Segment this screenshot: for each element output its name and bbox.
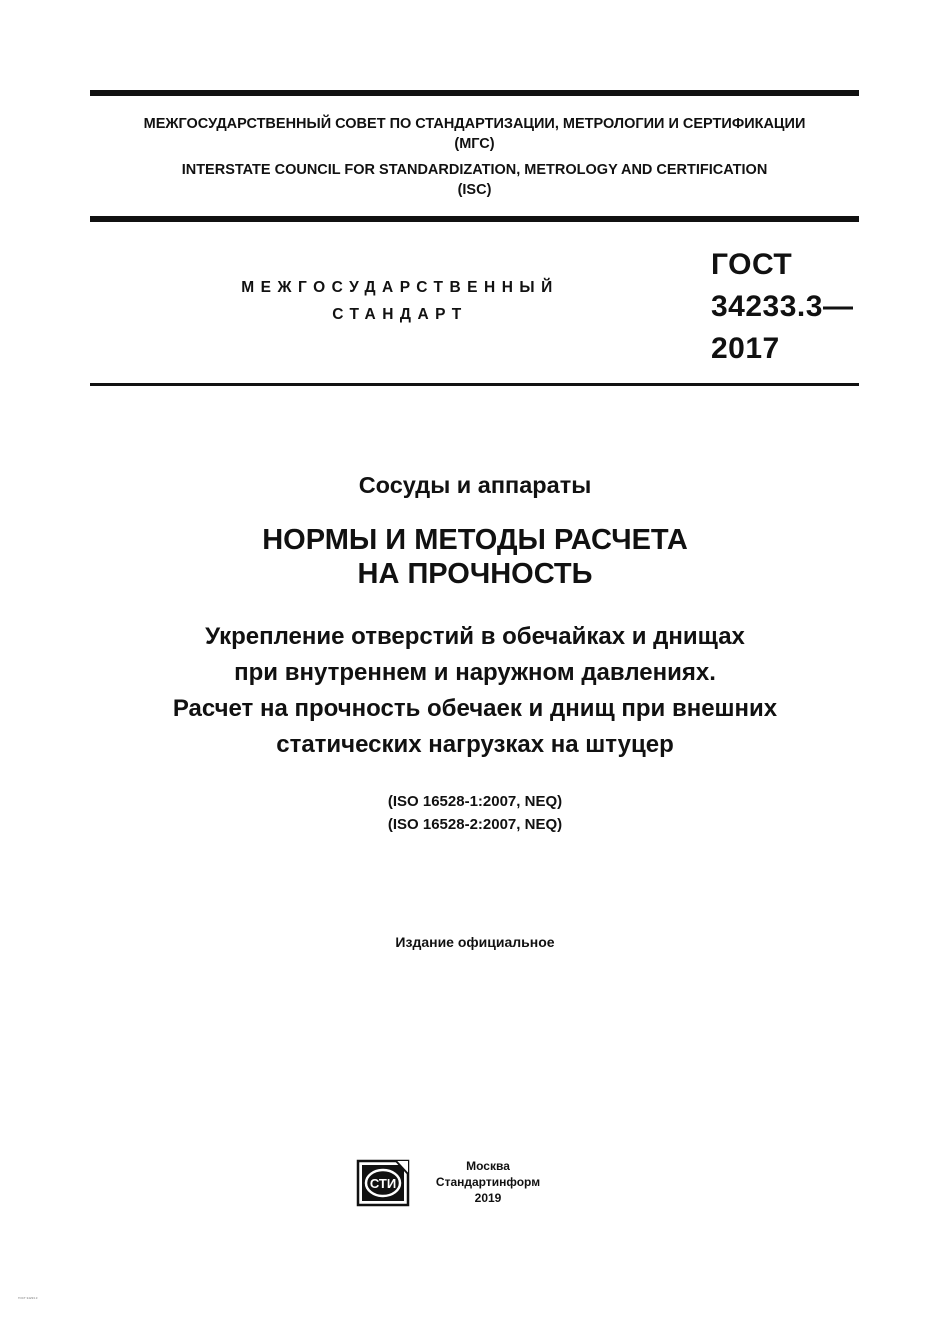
title-sub-line1: Укрепление отверстий в обечайках и днищах [205,623,745,650]
council-name-en [90,160,859,200]
standard-kind-line2: СТАНДАРТ [332,306,468,323]
publisher-block [420,1158,556,1206]
standartinform-logo-icon [356,1158,412,1208]
designation-bottom-rule [90,383,859,386]
gost-label: ГОСТ [711,248,793,281]
title-sub-line2: при внутреннем и наружном давлениях. [234,659,716,686]
title-subtitle [60,619,890,763]
top-thick-rule [90,90,859,96]
council-abbrev-ru: (МГС) [454,136,495,152]
gost-year: 2017 [711,332,780,365]
council-name-en-line1: INTERSTATE COUNCIL FOR STANDARDIZATION, METROLOGY AND CERTIFICATION [181,162,768,178]
title-main-line2: НА ПРОЧНОСТЬ [357,558,593,590]
logo-text: СТИ [369,1176,397,1191]
title-series: Сосуды и аппараты [358,472,592,498]
standard-kind-line1: МЕЖГОСУДАРСТВЕННЫЙ [241,279,559,296]
publisher-year: 2019 [474,1191,502,1205]
publisher-name: Стандартинформ [435,1175,541,1189]
gost-number: 34233.3— [711,290,854,323]
publisher-city: Москва [466,1159,510,1173]
iso-reference-2: (ISO 16528-2:2007, NEQ) [387,816,563,833]
iso-references [60,790,890,836]
footer-mark: ГОСТ 34233.3 [18,1296,38,1300]
iso-reference-1: (ISO 16528-1:2007, NEQ) [387,793,563,810]
council-name-ru [90,114,859,154]
edition-note: Издание официальное [395,934,555,950]
title-main-line1: НОРМЫ И МЕТОДЫ РАСЧЕТА [262,524,688,556]
title-sub-line4: статических нагрузках на штуцер [276,731,674,758]
gost-designation [711,244,853,370]
council-name-ru-line1: МЕЖГОСУДАРСТВЕННЫЙ СОВЕТ ПО СТАНДАРТИЗАЦИИ, МЕТРОЛОГИИ И СЕРТИФИКАЦИИ [143,116,806,132]
title-sub-line3: Расчет на прочность обечаек и днищ при внешних [172,695,778,722]
title-main [60,523,890,591]
council-abbrev-en: (ISC) [457,182,492,198]
header-bottom-rule [90,216,859,222]
